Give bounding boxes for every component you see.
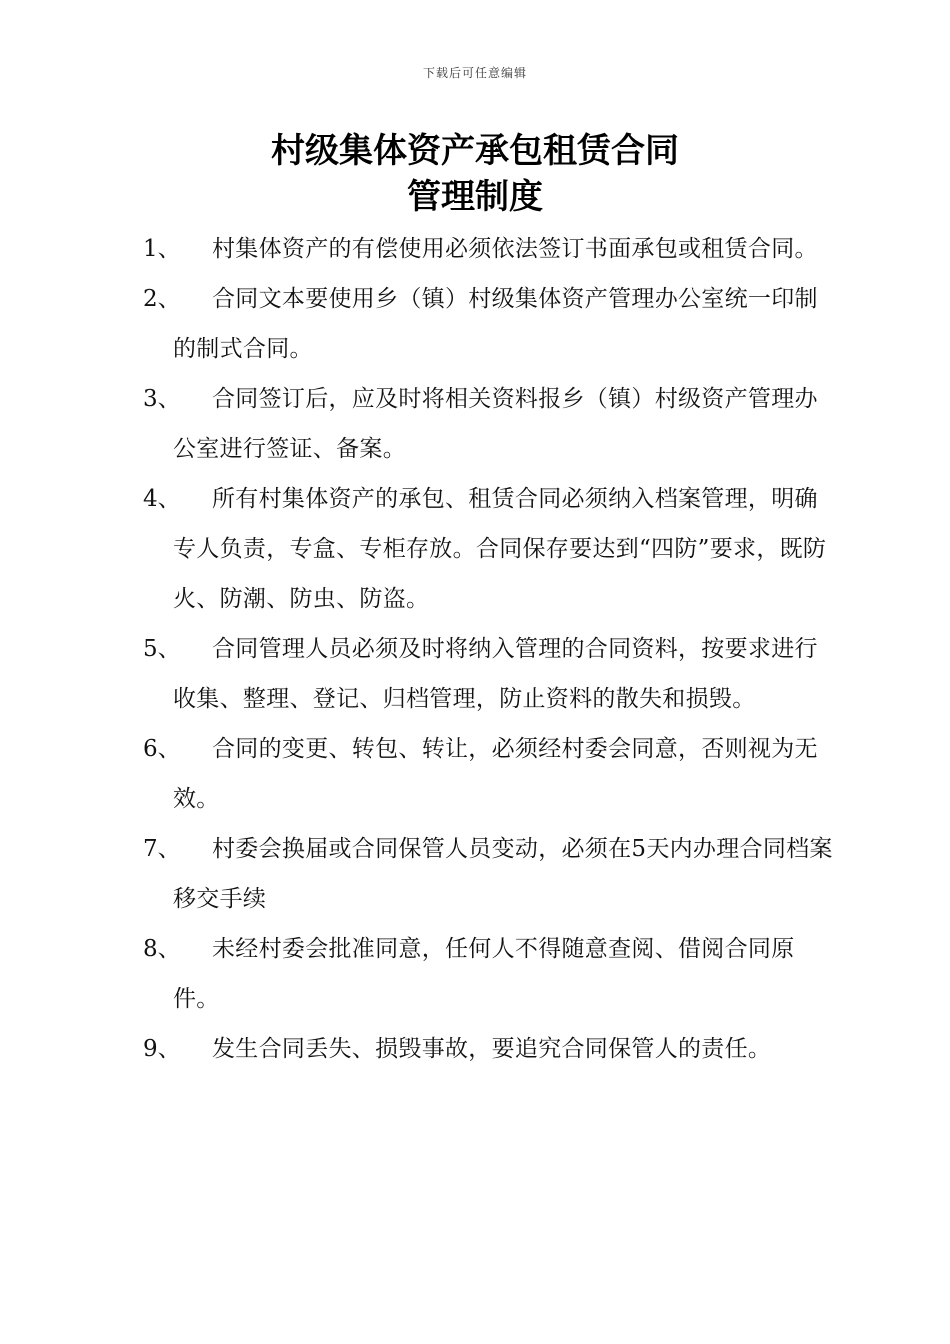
clause-2 (0, 274, 950, 374)
clause-9 (0, 1024, 950, 1074)
clause-number: 5、 (143, 636, 181, 662)
clause-text: 发生合同丢失、损毁事故，要追究合同保管人的责任。 (212, 1036, 772, 1062)
clause-number: 9、 (143, 1036, 181, 1062)
clause-text: 合同管理人员必须及时将纳入管理的合同资料，按要求进行收集、整理、登记、归档管理，防止资料的散失和损毁。 (173, 636, 818, 712)
clause-3 (0, 374, 950, 474)
header-note: 下载后可任意编辑 (422, 66, 527, 80)
clause-list (0, 224, 950, 1074)
clause-5 (0, 624, 950, 724)
title-line-1: 村级集体资产承包租赁合同 (271, 131, 679, 171)
clause-8 (0, 924, 950, 1024)
title-line-2: 管理制度 (407, 177, 543, 217)
clause-number: 1、 (143, 236, 181, 262)
clause-number: 2、 (143, 286, 181, 312)
clause-text: 未经村委会批准同意，任何人不得随意查阅、借阅合同原件。 (173, 936, 795, 1012)
clause-number: 3、 (143, 386, 181, 412)
document-title (0, 128, 950, 220)
clause-text: 村集体资产的有偿使用必须依法签订书面承包或租赁合同。 (212, 236, 818, 262)
clause-number: 7、 (143, 836, 181, 862)
clause-1 (0, 224, 950, 274)
clause-4 (0, 474, 950, 624)
clause-text: 合同文本要使用乡（镇）村级集体资产管理办公室统一印制的制式合同。 (173, 286, 818, 362)
clause-6 (0, 724, 950, 824)
clause-text: 合同签订后，应及时将相关资料报乡（镇）村级资产管理办公室进行签证、备案。 (173, 386, 818, 462)
clause-7 (0, 824, 950, 924)
clause-number: 6、 (143, 736, 181, 762)
clause-text: 村委会换届或合同保管人员变动，必须在5天内办理合同档案移交手续 (173, 836, 833, 912)
clause-number: 8、 (143, 936, 181, 962)
clause-number: 4、 (143, 486, 181, 512)
clause-text: 合同的变更、转包、转让，必须经村委会同意，否则视为无效。 (173, 736, 818, 812)
clause-text: 所有村集体资产的承包、租赁合同必须纳入档案管理，明确专人负责，专盒、专柜存放。合同保存要达到“四防”要求，既防火、防潮、防虫、防盗。 (173, 486, 827, 612)
